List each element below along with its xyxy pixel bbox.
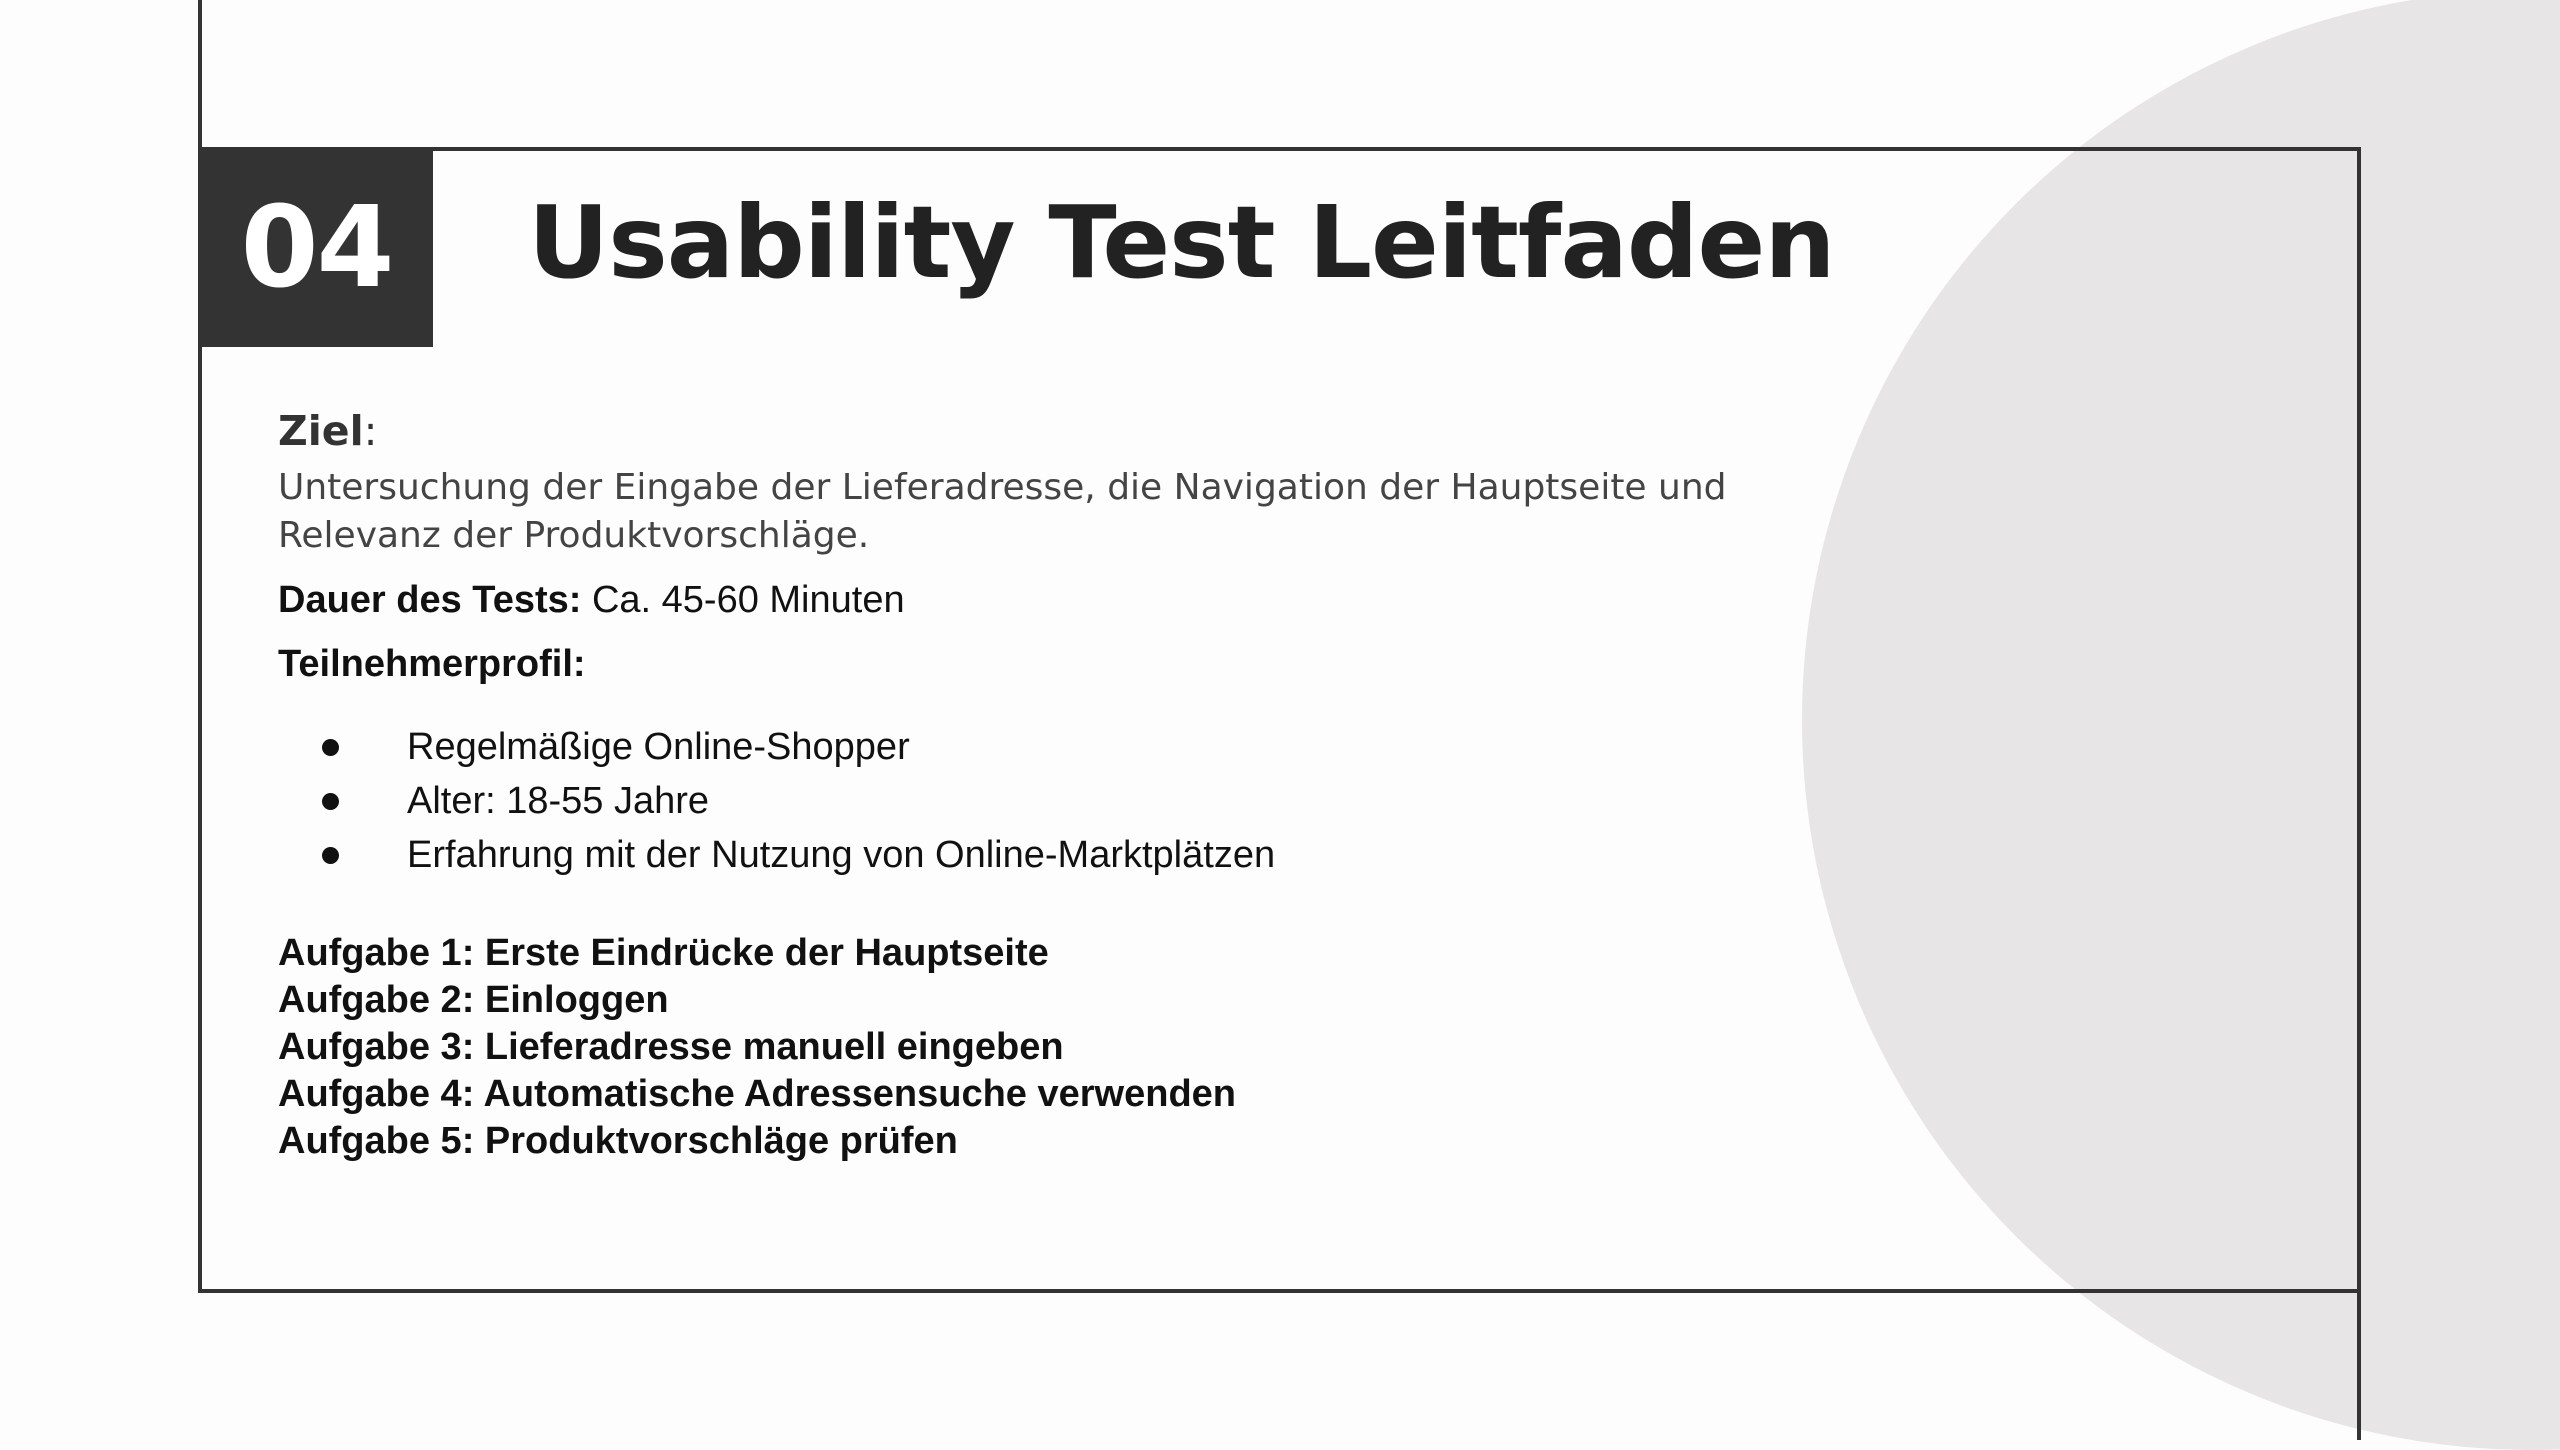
duration-label: Dauer des Tests: bbox=[278, 579, 582, 621]
duration-row bbox=[278, 574, 1778, 626]
task-list bbox=[278, 930, 1778, 1165]
task-item: Aufgabe 1: Erste Eindrücke der Hauptseite bbox=[278, 932, 1049, 974]
bullet-icon bbox=[322, 847, 339, 864]
bullet-icon bbox=[322, 793, 339, 810]
list-item-text: Regelmäßige Online-Shopper bbox=[407, 726, 910, 768]
goal-label: Ziel bbox=[278, 407, 364, 455]
slide-number: 04 bbox=[240, 182, 393, 313]
task-item: Aufgabe 3: Lieferadresse manuell eingeben bbox=[278, 1026, 1064, 1068]
task-item: Aufgabe 2: Einloggen bbox=[278, 979, 669, 1021]
slide-content bbox=[278, 398, 1778, 1165]
list-item-text: Erfahrung mit der Nutzung von Online-Marktplätzen bbox=[407, 834, 1276, 876]
slide-number-badge bbox=[200, 148, 433, 347]
duration-value: Ca. 45-60 Minuten bbox=[581, 579, 905, 621]
list-item bbox=[278, 774, 1778, 828]
task-item: Aufgabe 4: Automatische Adressensuche verwenden bbox=[278, 1073, 1236, 1115]
goal-colon: : bbox=[363, 407, 378, 455]
participant-profile-heading: Teilnehmerprofil: bbox=[278, 643, 586, 685]
task-item: Aufgabe 5: Produktvorschläge prüfen bbox=[278, 1120, 958, 1162]
frame-left-line bbox=[198, 0, 202, 150]
bullet-icon bbox=[322, 739, 339, 756]
participant-profile-list bbox=[278, 720, 1778, 882]
goal-text: Untersuchung der Eingabe der Lieferadresse, die Navigation der Hauptseite und Relevanz der Produktvorschläge. bbox=[278, 467, 1727, 556]
slide-title: Usability Test Leitfaden bbox=[528, 184, 1835, 301]
list-item bbox=[278, 720, 1778, 774]
list-item-text: Alter: 18-55 Jahre bbox=[407, 780, 710, 822]
goal-heading bbox=[278, 398, 1778, 464]
list-item bbox=[278, 828, 1778, 882]
